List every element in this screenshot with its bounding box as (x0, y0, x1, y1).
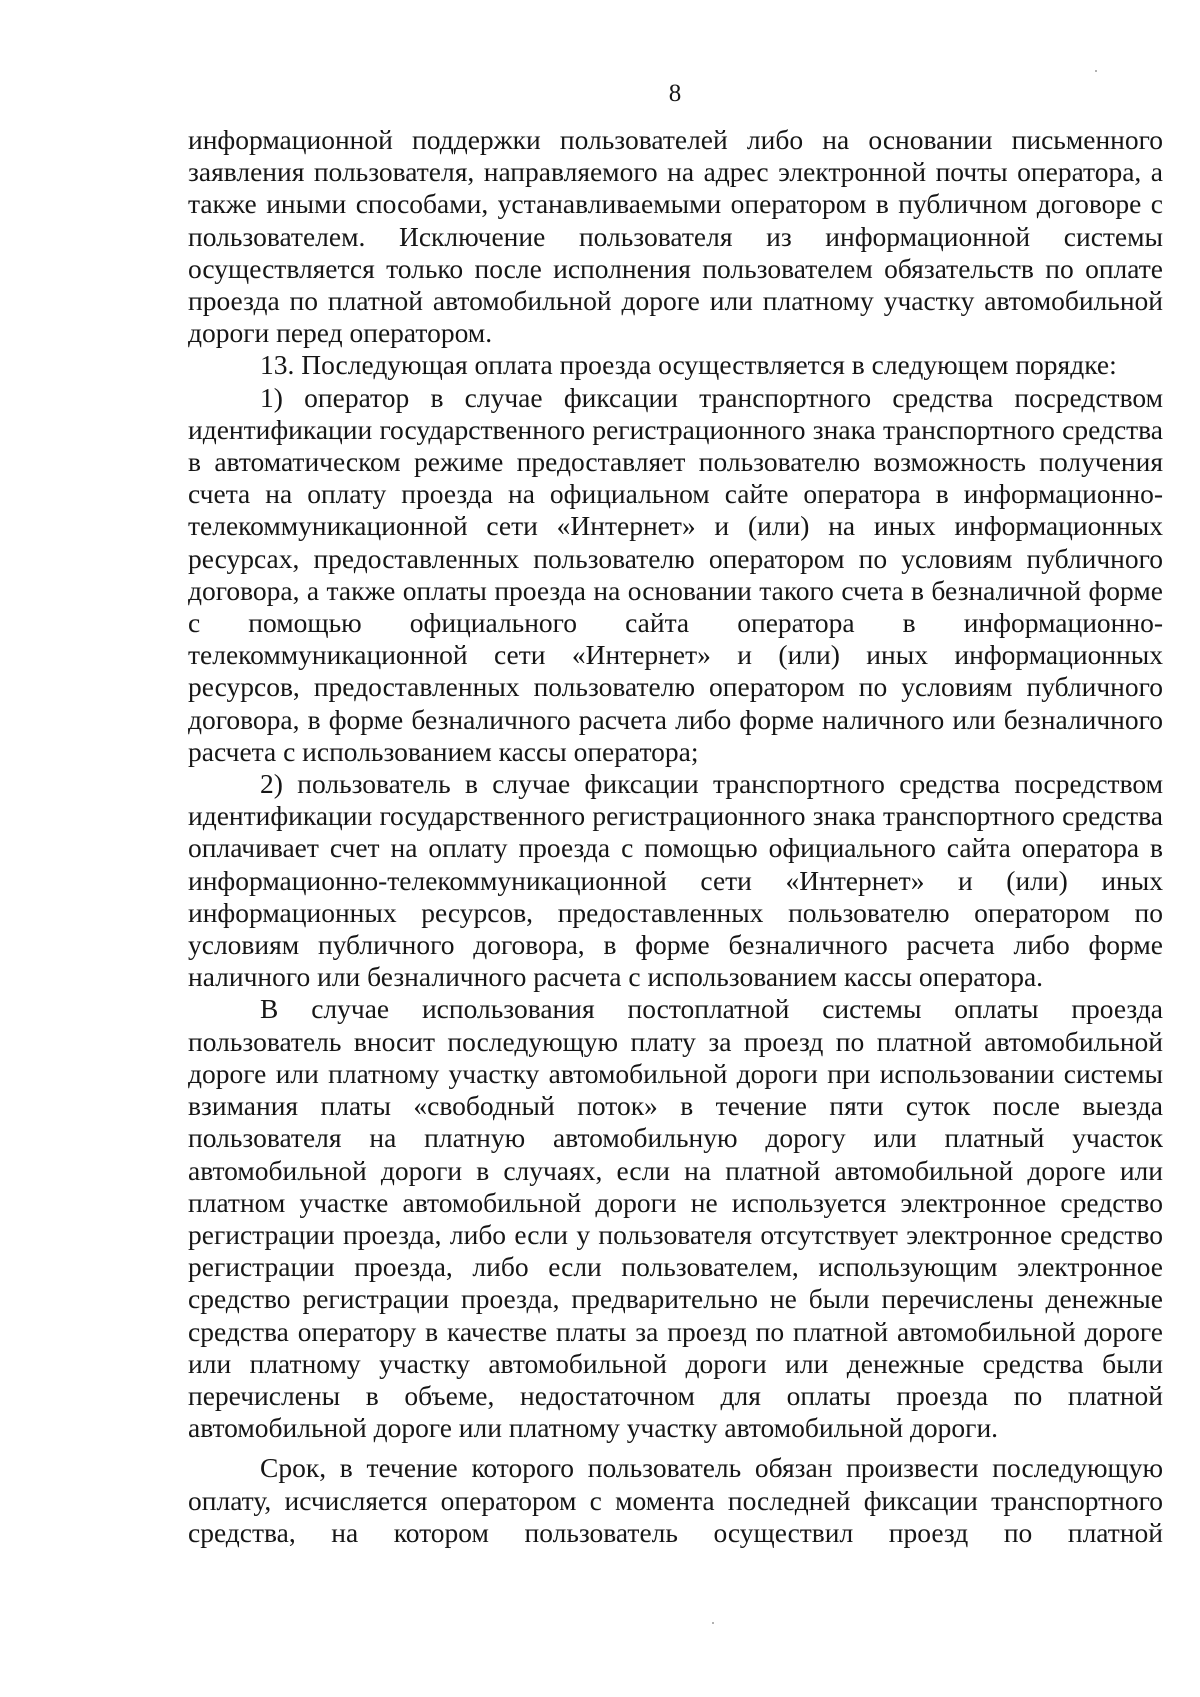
paragraph-subitem-1: 1) оператор в случае фиксации транспортного средства посредством идентификации государственного регистрационного знака транспортного средства в автоматическом режиме предоставляет пользователю возможность получения счета на оплату проезда на официальном сайте оператора в информационно-телекоммуникационной сети «Интернет» и (или) на иных информационных ресурсах, предоставленных пользователю оператором по условиям публичного договора, а также оплаты проезда на основании такого счета в безналичной форме с помощью официального сайта оператора в информационно-телекоммуникационной сети «Интернет» и (или) иных информационных ресурсов, предоставленных пользователю оператором по условиям публичного договора, в форме безналичного расчета либо форме наличного или безналичного расчета с использованием кассы оператора; (188, 381, 1163, 767)
paragraph-payment-term: Срок, в течение которого пользователь обязан произвести последующую оплату, исчисляется оператором с момента последней фиксации транспортного средства, на котором пользователь осуществил проезд по платной (188, 1452, 1163, 1548)
scan-speck (1095, 70, 1097, 72)
scan-speck (712, 1622, 714, 1624)
document-body (188, 124, 1163, 1549)
paragraph-item-13: 13. Последующая оплата проезда осуществляется в следующем порядке: (260, 349, 1117, 381)
page-number: 8 (668, 80, 682, 107)
paragraph-continuation: информационной поддержки пользователей либо на основании письменного заявления пользователя, направляемого на адрес электронной почты оператора, а также иными способами, устанавливаемыми оператором в публичном договоре с пользователем. Исключение пользователя из информационной системы осуществляется только после исполнения пользователем обязательств по оплате проезда по платной автомобильной дороге или платному участку автомобильной дороги перед оператором. (188, 124, 1163, 349)
paragraph-postpaid-system: В случае использования постоплатной системы оплаты проезда пользователь вносит последующую плату за проезд по платной автомобильной дороге или платному участку автомобильной дороги при использовании системы взимания платы «свободный поток» в течение пяти суток после выезда пользователя на платную автомобильную дорогу или платный участок автомобильной дороги в случаях, если на платной автомобильной дороге или платном участке автомобильной дороги не используется электронное средство регистрации проезда, либо если у пользователя отсутствует электронное средство регистрации проезда, либо если пользователем, использующим электронное средство регистрации проезда, предварительно не были перечислены денежные средства оператору в качестве платы за проезд по платной автомобильной дороге или платному участку автомобильной дороги или денежные средства были перечислены в объеме, недостаточном для оплаты проезда по платной автомобильной дороге или платному участку автомобильной дороги. (188, 993, 1163, 1444)
paragraph-subitem-2: 2) пользователь в случае фиксации транспортного средства посредством идентификации государственного регистрационного знака транспортного средства оплачивает счет на оплату проезда с помощью официального сайта оператора в информационно-телекоммуникационной сети «Интернет» и (или) иных информационных ресурсов, предоставленных пользователю оператором по условиям публичного договора, в форме безналичного расчета либо форме наличного или безналичного расчета с использованием кассы оператора. (188, 768, 1163, 993)
